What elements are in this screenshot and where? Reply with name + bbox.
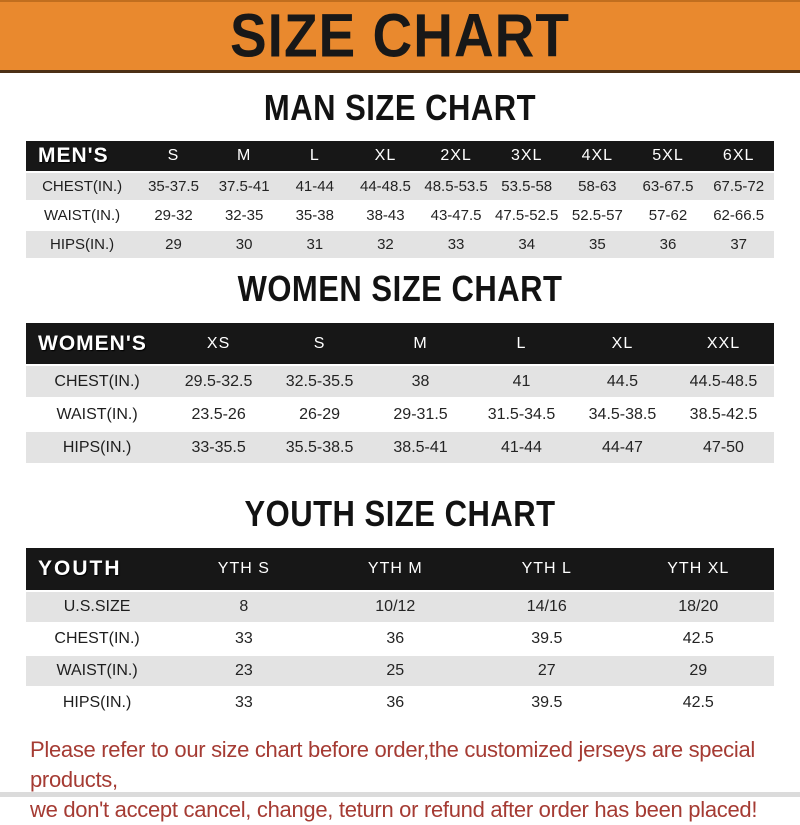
table-row [26,399,774,430]
size-value-cell: 41-44 [471,432,572,463]
size-value-cell: 42.5 [623,688,774,718]
size-value-cell: 38 [370,366,471,397]
disclaimer-line-1: Please refer to our size chart before order,the customized jerseys are special products, [30,737,755,792]
measurement-row-label: WAIST(IN.) [26,656,168,686]
size-value-cell: 25 [320,656,471,686]
size-value-cell: 34 [491,231,562,258]
women-table-label: WOMEN'S [26,323,168,364]
table-row [26,688,774,718]
size-column-header: S [138,141,209,171]
size-column-header: 5XL [633,141,704,171]
size-value-cell: 29-31.5 [370,399,471,430]
women-section-heading: WOMEN SIZE CHART [237,267,563,310]
size-value-cell: 47.5-52.5 [491,202,562,229]
youth-section-heading: YOUTH SIZE CHART [244,492,556,535]
measurement-row-label: HIPS(IN.) [26,688,168,718]
size-value-cell: 41-44 [279,173,350,200]
measurement-row-label: HIPS(IN.) [26,231,138,258]
table-row [26,366,774,397]
measurement-row-label: WAIST(IN.) [26,399,168,430]
size-value-cell: 36 [633,231,704,258]
size-value-cell: 29-32 [138,202,209,229]
size-value-cell: 35 [562,231,633,258]
size-value-cell: 35.5-38.5 [269,432,370,463]
measurement-row-label: U.S.SIZE [26,592,168,622]
size-value-cell: 26-29 [269,399,370,430]
size-value-cell: 35-37.5 [138,173,209,200]
table-row [26,173,774,200]
size-value-cell: 33 [168,688,319,718]
size-value-cell: 43-47.5 [421,202,492,229]
size-value-cell: 38-43 [350,202,421,229]
disclaimer-line-2: we don't accept cancel, change, teturn or refund after order has been placed! [30,797,758,822]
size-value-cell: 67.5-72 [703,173,774,200]
size-column-header: XS [168,323,269,364]
size-value-cell: 37 [703,231,774,258]
size-value-cell: 38.5-41 [370,432,471,463]
size-value-cell: 29 [138,231,209,258]
size-column-header: YTH L [471,548,622,590]
size-value-cell: 23.5-26 [168,399,269,430]
table-row [26,656,774,686]
size-column-header: XL [350,141,421,171]
size-value-cell: 48.5-53.5 [421,173,492,200]
size-column-header: 6XL [703,141,774,171]
size-value-cell: 8 [168,592,319,622]
size-value-cell: 29 [623,656,774,686]
men-section-heading: MAN SIZE CHART [263,86,537,129]
size-column-header: 2XL [421,141,492,171]
size-value-cell: 53.5-58 [491,173,562,200]
size-value-cell: 42.5 [623,624,774,654]
size-value-cell: 39.5 [471,688,622,718]
table-row [26,202,774,229]
size-column-header: 3XL [491,141,562,171]
size-value-cell: 33 [168,624,319,654]
size-value-cell: 38.5-42.5 [673,399,774,430]
size-value-cell: 44-48.5 [350,173,421,200]
table-row [26,592,774,622]
size-value-cell: 44.5-48.5 [673,366,774,397]
size-column-header: 4XL [562,141,633,171]
table-row [26,624,774,654]
size-value-cell: 29.5-32.5 [168,366,269,397]
size-column-header: L [279,141,350,171]
measurement-row-label: CHEST(IN.) [26,366,168,397]
women-header-row [26,323,774,364]
bottom-divider [0,792,800,797]
youth-size-table [26,546,774,720]
size-value-cell: 30 [209,231,280,258]
size-column-header: YTH S [168,548,319,590]
size-value-cell: 31 [279,231,350,258]
size-column-header: L [471,323,572,364]
size-value-cell: 14/16 [471,592,622,622]
size-value-cell: 23 [168,656,319,686]
size-value-cell: 39.5 [471,624,622,654]
size-value-cell: 33 [421,231,492,258]
size-value-cell: 32.5-35.5 [269,366,370,397]
page-title: SIZE CHART [230,0,570,70]
size-value-cell: 52.5-57 [562,202,633,229]
size-column-header: M [370,323,471,364]
size-value-cell: 18/20 [623,592,774,622]
size-value-cell: 41 [471,366,572,397]
size-value-cell: 35-38 [279,202,350,229]
men-table-label: MEN'S [26,141,138,171]
size-column-header: YTH M [320,548,471,590]
size-value-cell: 62-66.5 [703,202,774,229]
table-row [26,231,774,258]
youth-table-label: YOUTH [26,548,168,590]
women-size-table [26,321,774,465]
size-column-header: M [209,141,280,171]
size-column-header: S [269,323,370,364]
table-row [26,432,774,463]
size-value-cell: 57-62 [633,202,704,229]
size-value-cell: 36 [320,624,471,654]
size-value-cell: 33-35.5 [168,432,269,463]
men-size-table [26,139,774,260]
size-value-cell: 58-63 [562,173,633,200]
size-column-header: XXL [673,323,774,364]
measurement-row-label: CHEST(IN.) [26,173,138,200]
size-value-cell: 44-47 [572,432,673,463]
size-column-header: YTH XL [623,548,774,590]
size-value-cell: 63-67.5 [633,173,704,200]
measurement-row-label: WAIST(IN.) [26,202,138,229]
size-value-cell: 32-35 [209,202,280,229]
size-value-cell: 32 [350,231,421,258]
size-value-cell: 34.5-38.5 [572,399,673,430]
size-value-cell: 44.5 [572,366,673,397]
measurement-row-label: HIPS(IN.) [26,432,168,463]
disclaimer-note [0,735,800,825]
youth-header-row [26,548,774,590]
size-value-cell: 36 [320,688,471,718]
size-value-cell: 37.5-41 [209,173,280,200]
size-value-cell: 10/12 [320,592,471,622]
men-header-row [26,141,774,171]
size-column-header: XL [572,323,673,364]
banner [0,0,800,73]
measurement-row-label: CHEST(IN.) [26,624,168,654]
size-value-cell: 27 [471,656,622,686]
size-value-cell: 31.5-34.5 [471,399,572,430]
size-value-cell: 47-50 [673,432,774,463]
